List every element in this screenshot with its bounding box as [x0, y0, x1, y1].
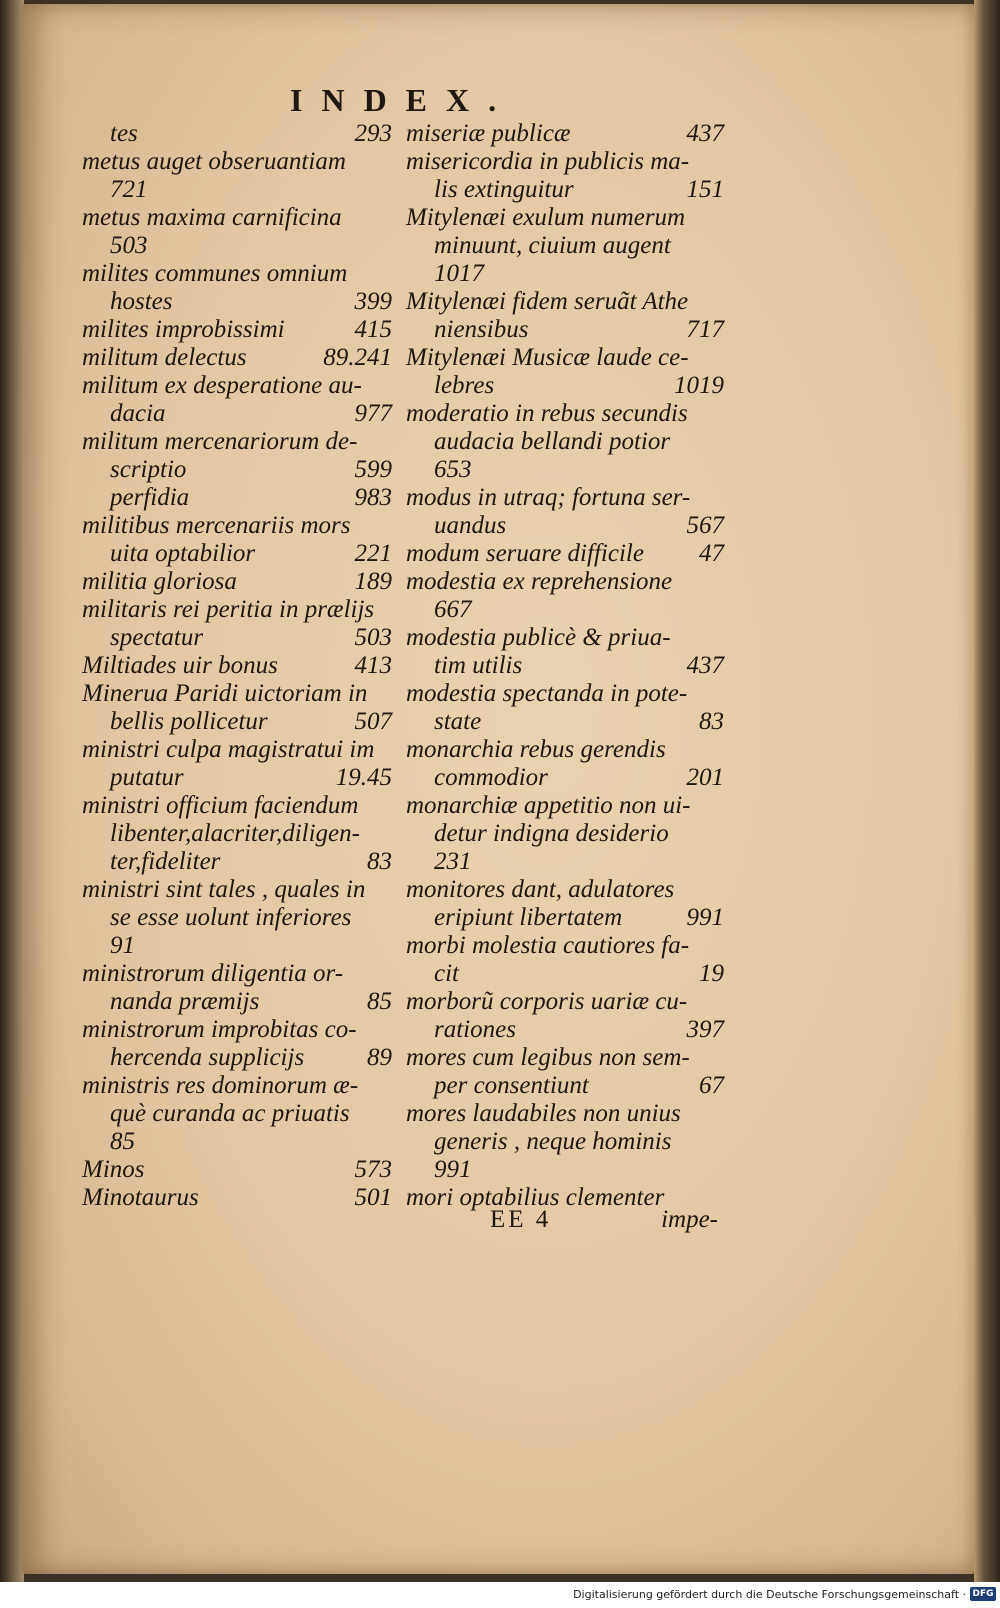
index-entry	[82, 904, 392, 932]
index-entry-text: uandus	[434, 512, 507, 539]
index-entry	[406, 400, 724, 428]
index-entry-text: 85	[110, 1128, 135, 1155]
index-entry-text: ministrorum improbitas co-	[82, 1016, 357, 1043]
index-entry	[406, 764, 724, 792]
index-entry-page: 89.241	[323, 344, 392, 371]
index-entry-text: hostes	[110, 288, 173, 315]
index-entry	[406, 708, 724, 736]
index-entry-text: audacia bellandi potior	[434, 428, 671, 455]
index-entry-text: milites communes omnium	[82, 260, 348, 287]
index-entry-page: 67	[699, 1072, 724, 1099]
index-entry	[406, 1044, 724, 1072]
index-entry-text: militibus mercenariis mors	[82, 512, 351, 539]
index-entry-page: 567	[686, 512, 724, 539]
index-entry	[406, 652, 724, 680]
index-entry-text: modus in utraq; fortuna ser-	[406, 484, 691, 511]
index-entry-page: 1019	[674, 372, 724, 399]
index-entry	[82, 848, 392, 876]
index-entry-text: ministris res dominorum æ-	[82, 1072, 359, 1099]
index-entry-page: 189	[354, 568, 392, 595]
index-entry	[82, 120, 392, 148]
index-entry-text: niensibus	[434, 316, 529, 343]
index-entry	[406, 512, 724, 540]
index-entry	[406, 288, 724, 316]
index-entry	[82, 428, 392, 456]
index-entry	[82, 316, 392, 344]
index-entry-text: ministri culpa magistratui im	[82, 736, 375, 763]
index-entry-page: 983	[354, 484, 392, 511]
index-entry	[406, 624, 724, 652]
index-entry	[406, 428, 724, 456]
index-entry	[82, 512, 392, 540]
index-entry	[82, 148, 392, 176]
index-entry	[406, 680, 724, 708]
running-head: INDEX.	[290, 82, 516, 118]
index-entry-text: modestia ex reprehensione	[406, 568, 673, 595]
index-entry-text: perfidia	[110, 484, 190, 511]
index-entry	[82, 484, 392, 512]
index-entry	[82, 1072, 392, 1100]
binding-edge	[0, 0, 24, 1582]
index-entry-text: bellis pollicetur	[110, 708, 268, 735]
index-entry	[406, 1016, 724, 1044]
index-entry	[406, 988, 724, 1016]
index-entry	[82, 400, 392, 428]
index-entry-page: 415	[354, 316, 392, 343]
index-entry	[82, 456, 392, 484]
index-entry-text: libenter,alacriter,diligen-	[110, 820, 360, 847]
index-entry	[82, 176, 392, 204]
index-entry-text: misericordia in publicis ma-	[406, 148, 690, 175]
signature-mark: EE 4	[490, 1206, 552, 1233]
index-entry-text: eripiunt libertatem	[434, 904, 623, 931]
index-entry-text: Mitylenæi exulum numerum	[406, 204, 686, 231]
index-entry	[406, 120, 724, 148]
index-entry	[82, 792, 392, 820]
index-entry-text: 1017	[434, 260, 484, 287]
index-entry-text: militaris rei peritia in prælijs	[82, 596, 375, 623]
index-entry	[82, 708, 392, 736]
index-entry-text: 231	[434, 848, 472, 875]
index-entry-page: 437	[686, 120, 724, 147]
index-entry	[82, 960, 392, 988]
index-entry-text: 667	[434, 596, 472, 623]
index-entry	[406, 316, 724, 344]
index-entry-text: morbi molestia cautiores fa-	[406, 932, 690, 959]
index-entry-page: 503	[354, 624, 392, 651]
index-entry	[406, 540, 724, 568]
index-entry-page: 89	[367, 1044, 392, 1071]
index-entry-text: cit	[434, 960, 459, 987]
index-entry	[406, 484, 724, 512]
index-column-right	[406, 120, 724, 1212]
index-entry-page: 397	[686, 1016, 724, 1043]
index-entry	[406, 148, 724, 176]
index-entry	[406, 260, 724, 288]
index-entry-text: modum seruare difficile	[406, 540, 644, 567]
index-entry-text: Mitylenæi fidem seruãt Athe	[406, 288, 689, 315]
index-entry	[82, 680, 392, 708]
index-entry-page: 717	[686, 316, 724, 343]
index-entry-page: 47	[699, 540, 724, 567]
index-entry-text: miseriæ publicæ	[406, 120, 571, 147]
index-entry-text: putatur	[110, 764, 184, 791]
index-entry-text: militia gloriosa	[82, 568, 237, 595]
index-entry	[82, 232, 392, 260]
index-entry-text: mores cum legibus non sem-	[406, 1044, 690, 1071]
index-entry	[82, 1184, 392, 1212]
index-entry-text: tim utilis	[434, 652, 523, 679]
index-entry	[82, 988, 392, 1016]
index-entry-text: generis , neque hominis	[434, 1128, 672, 1155]
index-entry-text: militum mercenariorum de-	[82, 428, 358, 455]
index-entry-text: modestia spectanda in pote-	[406, 680, 688, 707]
index-entry-text: modestia publicè & priua-	[406, 624, 671, 651]
index-entry	[82, 540, 392, 568]
index-entry	[82, 204, 392, 232]
index-entry	[82, 344, 392, 372]
index-entry-text: metus auget obseruantiam	[82, 148, 346, 175]
index-entry-page: 221	[354, 540, 392, 567]
index-entry-text: morborũ corporis uariæ cu-	[406, 988, 688, 1015]
index-entry-text: metus maxima carnificina	[82, 204, 342, 231]
index-entry	[406, 596, 724, 624]
index-entry-page: 413	[354, 652, 392, 679]
index-entry	[82, 736, 392, 764]
index-entry-text: minuunt, ciuium augent	[434, 232, 671, 259]
index-entry-text: lebres	[434, 372, 495, 399]
index-entry-text: Mitylenæi Musicæ laude ce-	[406, 344, 689, 371]
index-entry-text: state	[434, 708, 482, 735]
index-entry-text: moderatio in rebus secundis	[406, 400, 688, 427]
index-entry-page: 991	[686, 904, 724, 931]
index-entry	[406, 1128, 724, 1156]
index-entry-text: detur indigna desiderio	[434, 820, 669, 847]
index-entry-text: què curanda ac priuatis	[110, 1100, 350, 1127]
index-entry-text: dacia	[110, 400, 166, 427]
index-entry-text: monarchia rebus gerendis	[406, 736, 666, 763]
index-entry	[82, 568, 392, 596]
index-entry-text: ministrorum diligentia or-	[82, 960, 344, 987]
index-entry-text: mores laudabiles non unius	[406, 1100, 681, 1127]
index-entry-text: militum ex desperatione au-	[82, 372, 362, 399]
index-entry-text: Miltiades uir bonus	[82, 652, 278, 679]
index-entry	[82, 652, 392, 680]
index-entry	[406, 344, 724, 372]
index-entry-text: uita optabilior	[110, 540, 256, 567]
index-entry-text: Minotaurus	[82, 1184, 199, 1211]
index-entry	[82, 1044, 392, 1072]
index-entry-text: Minerua Paridi uictoriam in	[82, 680, 368, 707]
index-entry-text: ministri officium faciendum	[82, 792, 359, 819]
index-entry-page: 83	[699, 708, 724, 735]
index-entry	[406, 204, 724, 232]
index-entry	[406, 904, 724, 932]
index-entry-page: 437	[686, 652, 724, 679]
index-entry	[82, 288, 392, 316]
index-entry	[82, 372, 392, 400]
index-entry-page: 501	[354, 1184, 392, 1211]
index-entry-text: mori optabilius clementer	[406, 1184, 665, 1211]
index-entry	[406, 736, 724, 764]
index-entry-page: 399	[354, 288, 392, 315]
index-entry	[406, 1100, 724, 1128]
page-edge-right	[974, 0, 1000, 1582]
index-entry-text: monarchiæ appetitio non ui-	[406, 792, 691, 819]
index-entry-page: 19.45	[335, 764, 392, 791]
index-entry	[82, 1016, 392, 1044]
index-entry-page: 977	[354, 400, 392, 427]
index-entry-text: 721	[110, 176, 148, 203]
index-entry	[82, 624, 392, 652]
catchword: impe-	[661, 1206, 718, 1233]
index-entry-text: per consentiunt	[434, 1072, 589, 1099]
index-entry-text: rationes	[434, 1016, 516, 1043]
index-entry-text: commodior	[434, 764, 548, 791]
index-entry	[82, 764, 392, 792]
index-entry-text: milites improbissimi	[82, 316, 285, 343]
index-entry-page: 573	[354, 1156, 392, 1183]
digitization-footer	[0, 1582, 1000, 1608]
index-entry	[82, 1128, 392, 1156]
dfg-logo: DFG	[970, 1587, 996, 1601]
index-entry-page: 151	[686, 176, 724, 203]
index-entry	[82, 820, 392, 848]
index-entry-text: scriptio	[110, 456, 187, 483]
index-entry-text: hercenda supplicijs	[110, 1044, 305, 1071]
index-entry	[406, 176, 724, 204]
index-entry	[406, 876, 724, 904]
index-entry-page: 83	[367, 848, 392, 875]
index-column-left	[82, 120, 392, 1212]
index-entry	[406, 1156, 724, 1184]
index-entry-text: lis extinguitur	[434, 176, 574, 203]
index-entry-page: 201	[686, 764, 724, 791]
index-entry	[406, 568, 724, 596]
index-entry	[406, 960, 724, 988]
index-entry-text: militum delectus	[82, 344, 247, 371]
index-entry	[406, 1072, 724, 1100]
footer-credit: Digitalisierung gefördert durch die Deutsche Forschungsgemeinschaft ·	[573, 1588, 966, 1601]
index-entry-text: monitores dant, adulatores	[406, 876, 675, 903]
index-entry	[82, 876, 392, 904]
index-entry	[82, 932, 392, 960]
index-entry-text: 91	[110, 932, 135, 959]
index-entry-text: 653	[434, 456, 472, 483]
index-entry	[82, 1156, 392, 1184]
index-entry	[406, 932, 724, 960]
index-entry-text: ter,fideliter	[110, 848, 221, 875]
index-entry-page: 507	[354, 708, 392, 735]
index-entry-text: se esse uolunt inferiores	[110, 904, 352, 931]
index-entry	[82, 260, 392, 288]
index-entry-text: spectatur	[110, 624, 204, 651]
index-entry	[82, 1100, 392, 1128]
index-entry	[406, 232, 724, 260]
index-entry-text: 503	[110, 232, 148, 259]
index-entry-text: 991	[434, 1156, 472, 1183]
index-entry-page: 85	[367, 988, 392, 1015]
index-entry	[406, 372, 724, 400]
index-entry-text: tes	[110, 120, 138, 147]
index-entry-text: Minos	[82, 1156, 145, 1183]
catch-line	[406, 1206, 724, 1240]
index-entry	[82, 596, 392, 624]
index-entry	[406, 792, 724, 820]
index-entry-page: 19	[699, 960, 724, 987]
index-entry	[406, 456, 724, 484]
index-entry-text: nanda præmijs	[110, 988, 260, 1015]
index-entry	[406, 848, 724, 876]
index-entry-page: 599	[354, 456, 392, 483]
index-entry-page: 293	[354, 120, 392, 147]
index-entry-text: ministri sint tales , quales in	[82, 876, 366, 903]
index-entry	[406, 820, 724, 848]
